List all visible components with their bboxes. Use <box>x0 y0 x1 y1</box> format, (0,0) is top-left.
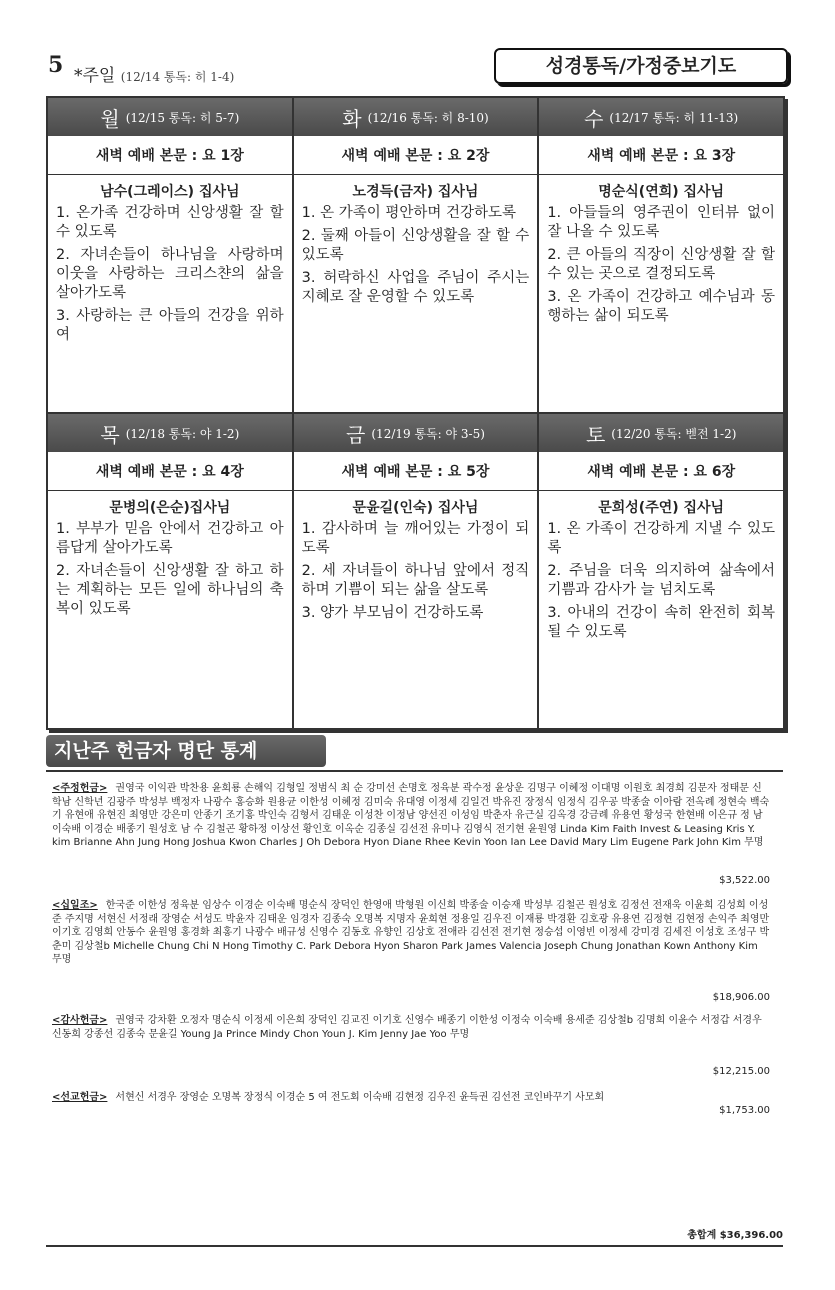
prayer-item: 2. 자녀손들이 하나님을 사랑하며 이웃을 사랑하는 크리스챤의 삶을 살아가도록 <box>56 247 284 301</box>
prayer-item: 1. 온가족 건강하며 신앙생활 잘 할 수 있도록 <box>56 205 284 240</box>
sunday-ref: (12/14 통독: 히 1-4) <box>120 70 235 84</box>
donor-names: 권영국 이익관 박찬용 윤희룡 손해익 김형일 정범식 최 순 강미선 손명호 정육분 곽수정 윤상운 김명구 이혜정 이대명 이원호 최경희 김문자 정태문 신학남 신학년 김광주 박성부 백정자 나광수 홍승화 원용균 이한성 이혜정 김미숙 유대영 이정세 김일건 박유진 장정식 임정식 김우공 박종술 이아람 전옥례 정현숙 백숙기 유현애 유현진 최영만 강은미 안종기 조기홍 박인숙 김형서 김태운 이성찬 이정남 양선진 이성임 박춘자 유근실 김옥경 강금례 유용연 황성국 한현배 이은규 정 남 이숙배 이경순 배종기 원성호 남 수 김철곤 황하정 이상선 황인호 이옥순 김종실 김선전 유미나 김영식 전기현 윤원영 Linda Kim Faith Invest & Leasing Kris Y. kim Brianne Ahn Jung Hong Joshua Kwon Charles J Oh Debora Hyon Diane Rhee Kevin Yoon Ian Lee David Mary Lim Eugene Park John Kim 무명 <box>52 783 770 848</box>
dawn-service-text: 새벽 예배 본문 : 요 3장 <box>539 136 783 175</box>
day-cell <box>47 413 293 729</box>
grand-total: 총합계 $36,396.00 <box>687 1230 783 1241</box>
dawn-service-text: 새벽 예배 본문 : 요 6장 <box>539 452 783 491</box>
day-header <box>539 98 783 136</box>
day-header <box>539 414 783 452</box>
prayer-body <box>48 175 292 355</box>
day-reading-ref: (12/19 통독: 야 3-5) <box>371 426 485 441</box>
offering-label: <감사헌금> <box>52 1015 108 1026</box>
prayer-item: 3. 양가 부모님이 건강하도록 <box>301 605 484 621</box>
day-header <box>48 98 292 136</box>
day-reading-ref: (12/20 통독: 벧전 1-2) <box>611 426 737 441</box>
prayer-item: 1. 감사하며 늘 깨어있는 가정이 되도록 <box>301 521 530 556</box>
day-reading-ref: (12/15 통독: 히 5-7) <box>125 110 240 125</box>
day-name: 금 <box>346 422 366 447</box>
offering-amount: $18,906.00 <box>712 991 770 1003</box>
prayer-item: 2. 주님을 더욱 의지하여 삶속에서 기쁨과 감사가 늘 넘치도록 <box>547 563 775 598</box>
day-name: 토 <box>585 422 606 447</box>
day-cell <box>538 97 784 413</box>
sunday-label: *주일 <box>74 66 116 86</box>
prayer-item: 2. 둘째 아들이 신앙생활을 잘 할 수 있도록 <box>301 228 530 263</box>
day-header <box>294 98 538 136</box>
day-reading-ref: (12/17 통독: 히 11-13) <box>609 110 739 125</box>
donor-names: 권영국 강차환 오정자 명순식 이정세 이은희 장덕인 김교진 이기호 신영수 배종기 이한성 이정숙 이숙배 용세준 김상철b 김명희 이윤수 서정갑 서경우 신동희 강종선 김종숙 문윤길 Young Ja Prince Mindy Chon Youn J. Kim Jenny Jae Yoo 무명 <box>52 1015 762 1040</box>
prayer-item: 3. 온 가족이 건강하고 예수님과 동행하는 삶이 되도록 <box>547 289 775 324</box>
day-name: 목 <box>100 422 120 447</box>
prayer-item: 1. 아들들의 영주권이 인터뷰 없이 잘 나올 수 있도록 <box>547 205 775 240</box>
dawn-service-text: 새벽 예배 본문 : 요 4장 <box>48 452 292 491</box>
prayer-body <box>48 491 292 629</box>
dawn-service-text: 새벽 예배 본문 : 요 2장 <box>294 136 538 175</box>
prayer-body <box>294 175 538 317</box>
family-name: 문윤길(인숙) 집사님 <box>352 500 479 516</box>
page-header <box>48 52 788 92</box>
day-name: 수 <box>584 106 604 131</box>
prayer-body <box>539 491 783 652</box>
offering-list <box>52 782 770 1118</box>
section-title: 성경통독/가정중보기도 <box>494 48 788 84</box>
donor-names: 서현신 서경우 장영순 오명복 장정식 이경순 5 여 전도회 이숙배 김현정 김우진 윤득권 김선전 코인바꾸기 사모회 <box>115 1091 605 1103</box>
prayer-item: 3. 허락하신 사업을 주님이 주시는 지혜로 잘 운영할 수 있도록 <box>301 270 530 305</box>
family-name: 노경득(금자) 집사님 <box>352 184 479 200</box>
offering-label: <십일조> <box>52 900 98 911</box>
prayer-body <box>539 175 783 336</box>
offering-amount: $1,753.00 <box>719 1105 770 1116</box>
day-cell <box>538 413 784 729</box>
donor-names: 한국준 이한성 정육분 임상수 이경순 이숙배 명순식 장덕인 한영애 박형원 이신희 박종술 이승재 박성부 김철곤 원성호 김정선 전재욱 이윤희 김성희 이성준 주지명 서현신 서정래 장영순 서성도 박윤자 김태운 임경자 김종숙 오명복 지명자 윤희현 정용일 김우진 이재룡 박경환 김호광 유용연 김정현 김현정 손익주 최영만 이기호 김영희 안동수 윤원영 홍경화 최홍기 나광수 배규성 신영수 김동호 유향인 김상호 전애라 김선전 전기현 정승섭 이영빈 이정세 강미경 김세진 이성호 조성구 박춘미 김상철b Michelle Chung Chi N Hong Timothy C. Park Debora Hyon Sharon Park James Valencia Joseph Chung Jonathan Kown Anthony Kim 무명 <box>52 900 770 965</box>
offering-group <box>52 1091 770 1118</box>
daily-prayer-grid <box>46 96 785 730</box>
offering-amount: $3,522.00 <box>719 874 770 886</box>
offering-label: <선교헌금> <box>52 1091 108 1103</box>
day-reading-ref: (12/18 통독: 야 1-2) <box>125 426 240 441</box>
prayer-item: 3. 아내의 건강이 속히 완전히 회복 될 수 있도록 <box>547 605 775 640</box>
offering-label: <주정헌금> <box>52 783 108 794</box>
family-name: 문병의(은순)집사님 <box>109 500 231 516</box>
prayer-item: 3. 사랑하는 큰 아들의 건강을 위하여 <box>56 308 284 343</box>
day-header <box>48 414 292 452</box>
sunday-reading <box>74 61 234 86</box>
offering-group <box>52 1014 770 1079</box>
offering-amount: $12,215.00 <box>712 1066 770 1077</box>
day-cell <box>293 97 539 413</box>
family-name: 남수(그레이스) 집사님 <box>100 184 240 200</box>
day-name: 월 <box>100 106 120 131</box>
day-cell <box>47 97 293 413</box>
divider <box>46 770 783 772</box>
prayer-item: 2. 자녀손들이 신앙생활 잘 하고 하는 계획하는 모든 일에 하나님의 축복이 있도록 <box>56 563 284 617</box>
day-reading-ref: (12/16 통독: 히 8-10) <box>367 110 489 125</box>
family-name: 명순식(연희) 집사님 <box>598 184 725 200</box>
day-name: 화 <box>342 106 362 131</box>
offering-group <box>52 899 770 1004</box>
prayer-item: 1. 온 가족이 평안하며 건강하도록 <box>301 205 517 221</box>
day-header <box>294 414 538 452</box>
prayer-item: 1. 온 가족이 건강하게 지낼 수 있도록 <box>547 521 775 556</box>
family-name: 문희성(주연) 집사님 <box>598 500 725 516</box>
offering-title: 지난주 헌금자 명단 통계 <box>46 735 326 767</box>
prayer-item: 1. 부부가 믿음 안에서 건강하고 아름답게 살아가도록 <box>56 521 284 556</box>
divider <box>46 1245 783 1247</box>
prayer-item: 2. 큰 아들의 직장이 신앙생활 잘 할 수 있는 곳으로 결정되도록 <box>547 247 775 282</box>
page-number: 5 <box>48 52 64 78</box>
dawn-service-text: 새벽 예배 본문 : 요 5장 <box>294 452 538 491</box>
prayer-item: 2. 세 자녀들이 하나님 앞에서 정직하며 기쁨이 되는 삶을 살도록 <box>301 563 530 598</box>
prayer-body <box>294 491 538 633</box>
day-cell <box>293 413 539 729</box>
offering-group <box>52 782 770 887</box>
dawn-service-text: 새벽 예배 본문 : 요 1장 <box>48 136 292 175</box>
